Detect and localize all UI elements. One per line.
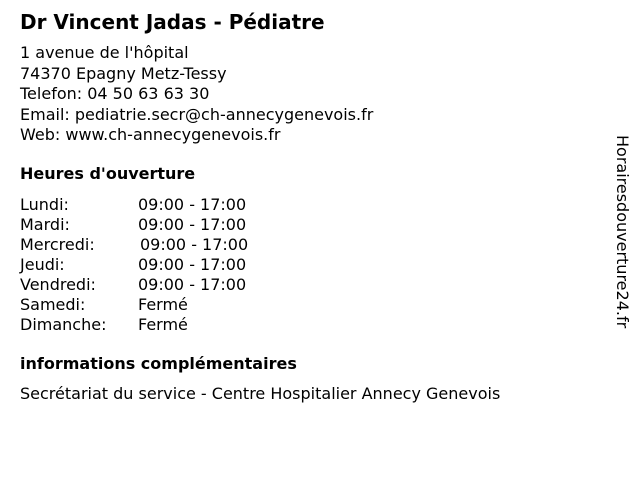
hours-day: Jeudi: bbox=[20, 255, 65, 274]
hours-day: Mercredi: bbox=[20, 235, 95, 254]
site-watermark: Horairesdouverture24.fr bbox=[613, 135, 632, 329]
hours-time: 09:00 - 17:00 bbox=[140, 235, 249, 254]
hours-day: Vendredi: bbox=[20, 275, 96, 294]
hours-time: 09:00 - 17:00 bbox=[138, 215, 247, 234]
page-title: Dr Vincent Jadas - Pédiatre bbox=[20, 10, 325, 34]
info-heading: informations complémentaires bbox=[20, 354, 297, 373]
hours-time: 09:00 - 17:00 bbox=[138, 255, 247, 274]
phone-text: Telefon: 04 50 63 63 30 bbox=[20, 84, 210, 103]
address-line-2: 74370 Epagny Metz-Tessy bbox=[20, 63, 227, 83]
hours-day: Lundi: bbox=[20, 195, 69, 214]
contact-block bbox=[20, 43, 373, 146]
hours-time: 09:00 - 17:00 bbox=[138, 195, 247, 214]
hours-day: Mardi: bbox=[20, 215, 70, 234]
email-text: Email: pediatrie.secr@ch-annecygenevois.fr bbox=[20, 104, 374, 124]
hours-day: Dimanche: bbox=[20, 315, 107, 334]
hours-day: Samedi: bbox=[20, 295, 86, 314]
web-text: Web: www.ch-annecygenevois.fr bbox=[20, 125, 281, 144]
hours-heading: Heures d'ouverture bbox=[20, 164, 196, 183]
hours-time: 09:00 - 17:00 bbox=[138, 275, 247, 294]
info-text: Secrétariat du service - Centre Hospitalier Annecy Genevois bbox=[20, 384, 501, 403]
hours-time: Fermé bbox=[138, 295, 188, 314]
hours-time: Fermé bbox=[138, 315, 188, 334]
address-line-1: 1 avenue de l'hôpital bbox=[20, 43, 189, 62]
